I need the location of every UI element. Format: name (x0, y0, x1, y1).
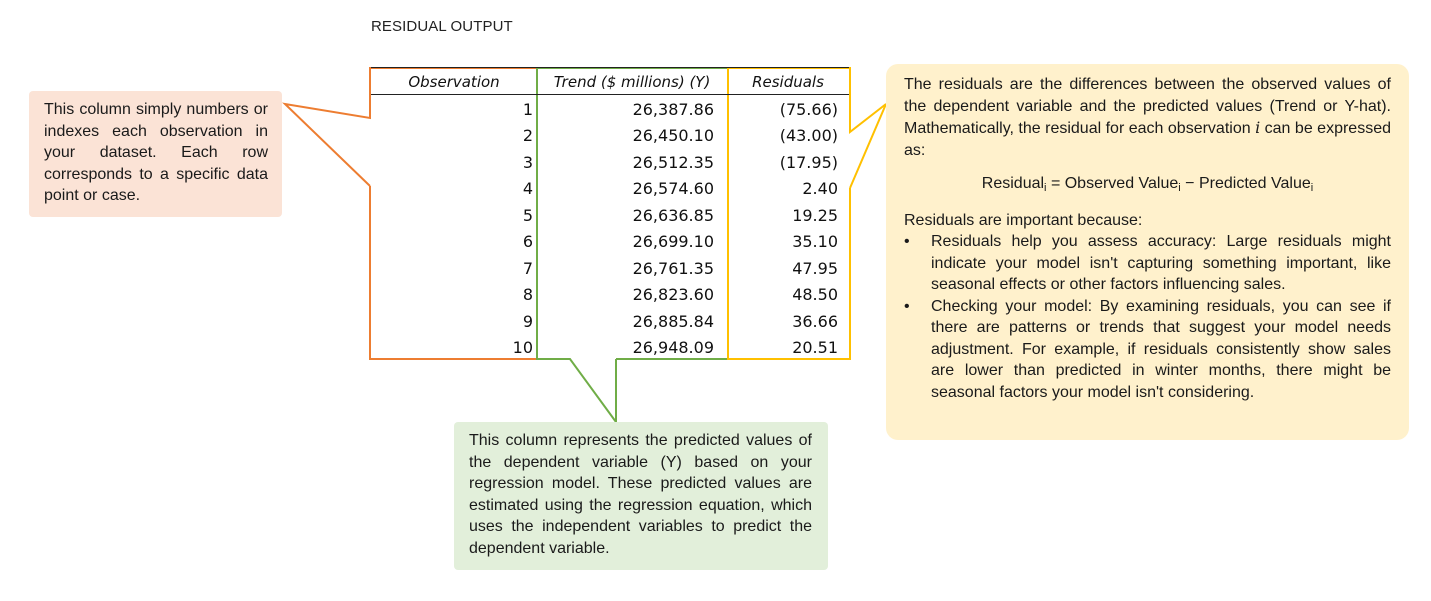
list-item: • Checking your model: By examining residuals, you can see if there are patterns or trends that suggest your model needs adjustment. For example, if residuals consistently show sales are lower than predicted in winter months, there might be seasonal factors your model isn't considering. (904, 296, 1391, 404)
trend-cell: 26,512.35 (632, 152, 714, 172)
residual-cell: (43.00) (779, 126, 838, 146)
table-row (371, 308, 849, 335)
table-row (371, 149, 849, 176)
page-title: RESIDUAL OUTPUT (371, 18, 513, 35)
formula-predicted: − Predicted Value (1180, 175, 1311, 192)
observation-cell: 6 (522, 232, 533, 252)
residual-cell: 47.95 (792, 258, 838, 278)
table-row (371, 282, 849, 309)
observation-cell: 5 (522, 205, 533, 225)
table-row (371, 96, 849, 123)
formula-observed: = Observed Value (1046, 175, 1179, 192)
trend-cell: 26,761.35 (632, 258, 714, 278)
observation-cell: 7 (522, 258, 533, 278)
observation-cell: 10 (512, 338, 533, 358)
table-row (371, 176, 849, 203)
table-row (371, 123, 849, 150)
observation-cell: 3 (522, 152, 533, 172)
trend-callout: This column represents the predicted values of the dependent variable (Y) based on your regression model. These predicted values are estimated using the regression equation, which uses the independent variables to predict the dependent variable. (454, 422, 828, 570)
table-row (371, 202, 849, 229)
residual-cell: 20.51 (792, 338, 838, 358)
residuals-intro-text: The residuals are the differences between the observed values of the dependent variable and the predicted values (Trend or Y-hat). Mathematically, the residual for each observation (904, 76, 1391, 137)
importance-list (904, 231, 1391, 403)
trend-cell: 26,699.10 (632, 232, 714, 252)
observation-cell: 2 (522, 126, 533, 146)
residuals-intro (904, 74, 1391, 161)
formula-subscript: i (1044, 182, 1047, 194)
residual-formula (904, 173, 1391, 200)
table-header-row (371, 71, 849, 95)
formula-subscript: i (1178, 182, 1181, 194)
residual-cell: 36.66 (792, 311, 838, 331)
observation-callout: This column simply numbers or indexes each observation in your dataset. Each row corresponds to a specific data point or case. (29, 91, 282, 217)
formula-residual: Residual (981, 175, 1045, 192)
observation-cell: 4 (522, 179, 533, 199)
observation-cell: 1 (522, 99, 533, 119)
residuals-callout (886, 64, 1409, 440)
table-row (371, 335, 849, 362)
table-header-rule (371, 94, 849, 95)
index-variable: i (1255, 118, 1261, 137)
trend-cell: 26,450.10 (632, 126, 714, 146)
observation-cell: 9 (522, 311, 533, 331)
header-observation: Observation (408, 73, 500, 91)
observation-cell: 8 (522, 285, 533, 305)
residual-cell: (75.66) (779, 99, 838, 119)
header-trend: Trend ($ millions) (Y) (553, 73, 711, 91)
header-residuals: Residuals (752, 73, 824, 91)
table-body (371, 96, 849, 361)
residuals-intro-end: can be expressed as: (904, 120, 1391, 159)
residual-cell: 35.10 (792, 232, 838, 252)
trend-cell: 26,948.09 (632, 338, 714, 358)
trend-cell: 26,574.60 (632, 179, 714, 199)
trend-cell: 26,885.84 (632, 311, 714, 331)
trend-cell: 26,636.85 (632, 205, 714, 225)
residual-cell: 2.40 (802, 179, 838, 199)
trend-cell: 26,823.60 (632, 285, 714, 305)
residual-cell: 48.50 (792, 285, 838, 305)
table-row (371, 229, 849, 256)
residual-cell: 19.25 (792, 205, 838, 225)
trend-cell: 26,387.86 (632, 99, 714, 119)
table-row (371, 255, 849, 282)
residual-cell: (17.95) (779, 152, 838, 172)
formula-subscript: i (1310, 182, 1314, 194)
importance-heading: Residuals are important because: (904, 211, 1143, 229)
list-item: • Residuals help you assess accuracy: Large residuals might indicate your model isn't capturing something important, like seasonal effects or other factors influencing sales. (904, 231, 1391, 296)
table-top-rule (371, 67, 849, 68)
